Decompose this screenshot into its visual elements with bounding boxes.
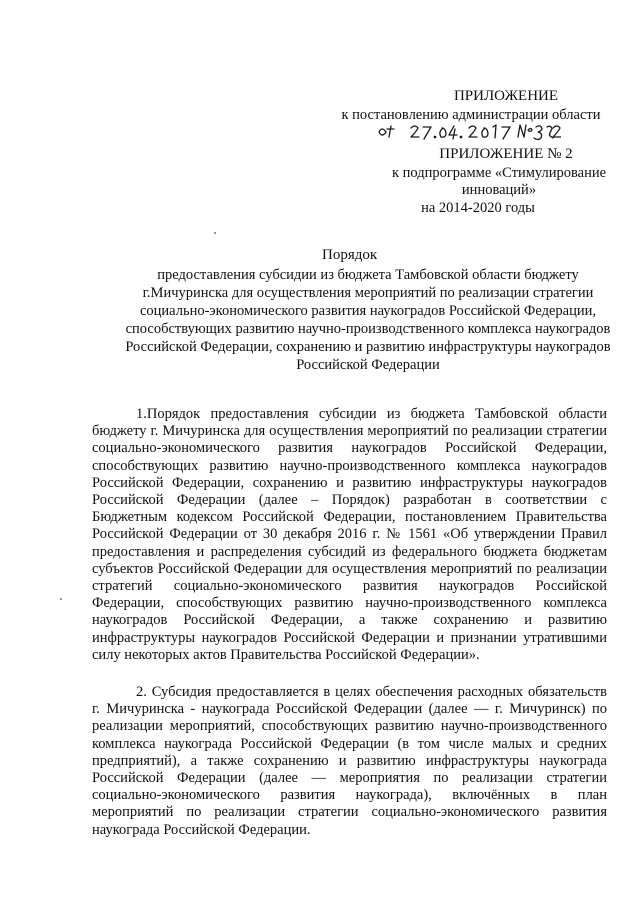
appendix2-subtitle: к подпрограмме «Стимулирование инноваций» — [391, 165, 607, 198]
appendix2-title: ПРИЛОЖЕНИЕ № 2 — [439, 146, 573, 162]
paragraph-2: 2. Субсидия предоставляется в целях обеспечения расходных обязательств г. Мичуринска - наукограда Российской Федерации (далее — г. Мичуринск) по реализации мероприятий, способствующих развитию научно-производственного комплекса наукограда Российской Федерации (в том числе малых и средних предприятий), а также сохранению и развитию инфраструктуры наукограда Российской Федерации (далее — мероприятия по реализации стратегии социально-экономического развития наукограда), включённых в план мероприятий по реализации стратегии социально-экономического развития наукограда Российской Федерации. — [92, 684, 607, 838]
order-title: предоставления субсидии из бюджета Тамбовской области бюджету г.Мичуринска для осуществления мероприятий по реализации стратегии социально-экономического развития наукоградов Российской Федерации, способствующих развитию научно-производственного комплекса наукоградов Российской Федерации, сохранению и развитию инфраструктуры наукоградов Российской Федерации — [125, 267, 611, 373]
handwritten-date-number — [371, 118, 561, 142]
scan-speck — [60, 598, 62, 600]
scan-speck — [214, 232, 216, 234]
appendix2-years: на 2014-2020 годы — [421, 200, 535, 216]
order-heading: Порядок — [322, 247, 378, 263]
appendix-subtitle: к постановлению администрации области — [341, 107, 601, 123]
paragraph-1: 1.Порядок предоставления субсидии из бюджета Тамбовской области бюджету г. Мичуринска для осуществления мероприятий по реализации стратегии социально-экономического развития наукоградов Российской Федерации, способствующих развитию научно-производственного комплекса наукоградов Российской Федерации, сохранению и развитию инфраструктуры наукоградов Российской Федерации (далее – Порядок) разработан в соответствии с Бюджетным кодексом Российской Федерации, постановлением Правительства Российской Федерации от 30 декабря 2016 г. № 1561 «Об утверждении Правил предоставления и распределения субсидий из федерального бюджета бюджетам субъектов Российской Федерации для осуществления мероприятий по реализации стратегий социально-экономического развития наукоградов Российской Федерации, способствующих развитию научно-производственного комплекса наукоградов Российской Федерации, а также сохранению и развитию инфраструктуры наукоградов Российской Федерации и признании утратившими силу некоторых актов Правительства Российской Федерации». — [92, 406, 607, 663]
appendix-title: ПРИЛОЖЕНИЕ — [453, 88, 559, 104]
